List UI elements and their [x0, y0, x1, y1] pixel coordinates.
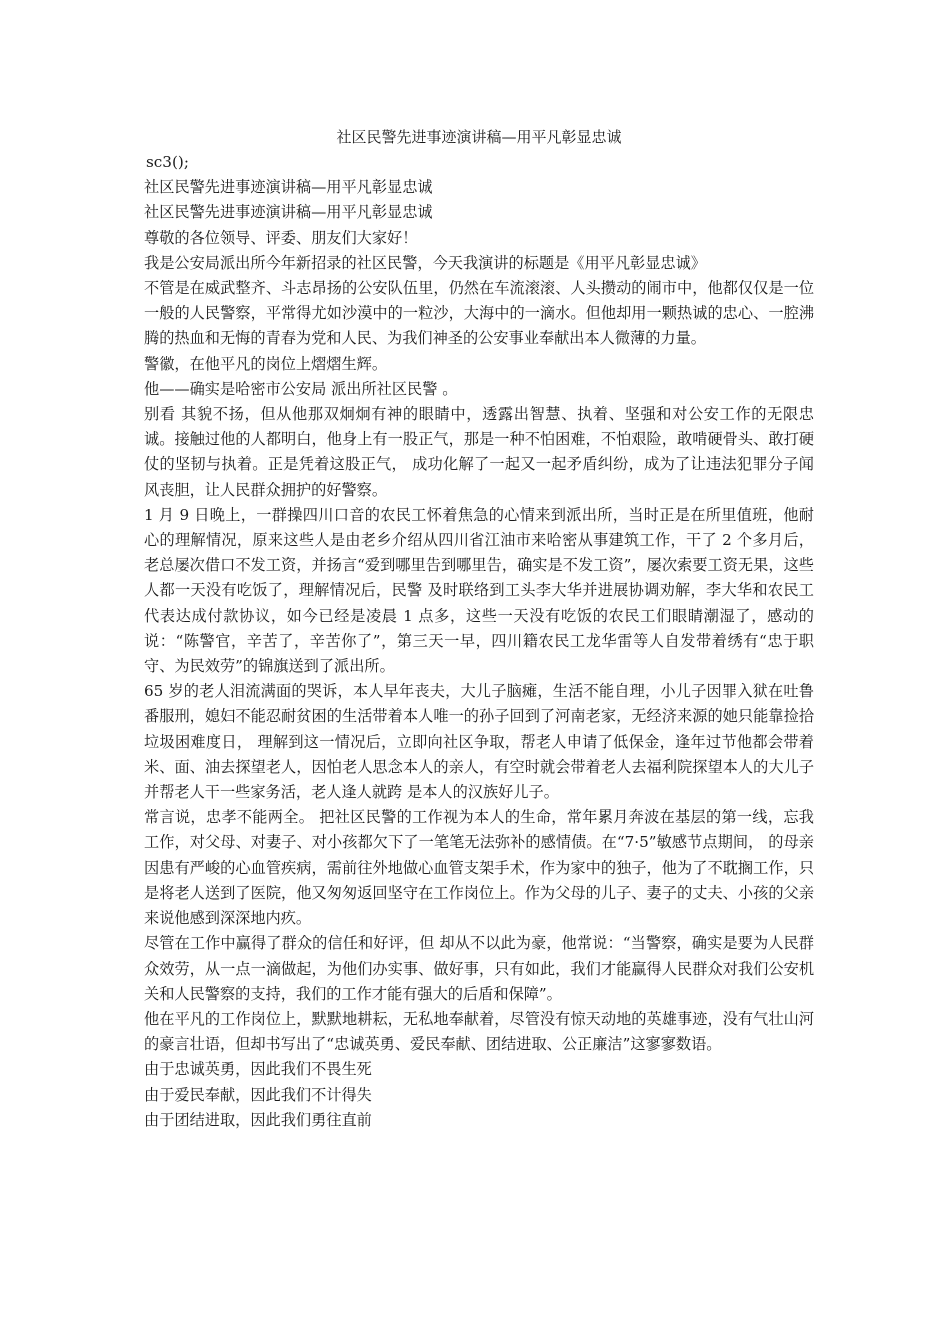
body-paragraph: 他在平凡的工作岗位上，默默地耕耘，无私地奉献着，尽管没有惊天动地的英雄事迹，没有气壮山河的豪言壮语，但却书写出了“忠诚英勇、爱民奉献、团结进取、公正廉洁”这寥寥数语。: [144, 1009, 814, 1054]
greeting: 尊敬的各位领导、评委、朋友们大家好！: [144, 228, 418, 247]
code-snippet: sc3();: [146, 153, 189, 171]
closing-line: 由于爱民奉献，因此我们不计得失: [144, 1085, 372, 1104]
body-paragraph: 警徽，在他平凡的岗位上熠熠生辉。: [144, 354, 387, 373]
body-paragraph: 别看 其貌不扬，但从他那双炯炯有神的眼睛中，透露出智慧、执着、坚强和对公安工作的无限忠诚。接触过他的人都明白，他身上有一股正气，那是一种不怕困难，不怕艰险，敢啃硬骨头、敢打硬仗的坚韧与执着。正是凭着这股正气， 成功化解了一起又一起矛盾纠纷，成为了让违法犯罪分子闻风丧胆，让人民群众拥护的好警察。: [144, 405, 814, 499]
body-paragraph: 65 岁的老人泪流满面的哭诉，本人早年丧夫，大儿子脑瘫，生活不能自理，小儿子因罪入狱在吐鲁番服刑，媳妇不能忍耐贫困的生活带着本人唯一的孙子回到了河南老家，无经济来源的她只能靠捡拾垃圾困难度日， 理解到这一情况后，立即向社区争取，帮老人申请了低保金，逢年过节他都会带着米、面、油去探望老人，因怕老人思念本人的亲人，有空时就会带着老人去福利院探望本人的大儿子并帮老人干一些家务活，老人逢人就跨 是本人的汉族好儿子。: [144, 682, 814, 802]
repeated-title-1: 社区民警先进事迹演讲稿—用平凡彰显忠诚: [144, 178, 433, 197]
body-paragraph: 尽管在工作中赢得了群众的信任和好评，但 却从不以此为豪，他常说：“当警察，确实是要为人民群众效劳，从一点一滴做起，为他们办实事、做好事，只有如此，我们才能赢得人民群众对我们公安机关和人民警察的支持，我们的工作才能有强大的后盾和保障”。: [144, 934, 814, 1003]
body-paragraph: 他——确实是哈密市公安局 派出所社区民警 。: [144, 379, 458, 398]
body-paragraph: 不管是在威武整齐、斗志昂扬的公安队伍里，仍然在车流滚滚、人头攒动的闹市中，他都仅仅是一位一般的人民警察，平常得尤如沙漠中的一粒沙，大海中的一滴水。但他却用一颗热诚的忠心、一腔沸腾的热血和无悔的青春为党和人民、为我们神圣的公安事业奉献出本人微薄的力量。: [144, 279, 814, 348]
intro-paragraph: 我是公安局派出所今年新招录的社区民警，今天我演讲的标题是《用平凡彰显忠诚》: [144, 253, 706, 272]
body-paragraph: 1 月 9 日晚上，一群操四川口音的农民工怀着焦急的心情来到派出所，当时正是在所里值班，他耐心的理解情况，原来这些人是由老乡介绍从四川省江油市来哈密从事建筑工作，干了 2 个多月后，老总屡次借口不发工资，并扬言“爱到哪里告到哪里告，确实是不发工资”，屡次索要工资无果，这些人都一天没有吃饭了，理解情况后，民警 及时联络到工头李大华并进展协调劝解，李大华和农民工代表达成付款协议，如今已经是凌晨 1 点多，这些一天没有吃饭的农民工们眼睛潮湿了，感动的说：“陈警官，辛苦了，辛苦你了”，第三天一早，四川籍农民工龙华雷等人自发带着绣有“忠于职守、为民效劳”的锦旗送到了派出所。: [144, 505, 814, 676]
repeated-title-2: 社区民警先进事迹演讲稿—用平凡彰显忠诚: [144, 203, 433, 222]
document-page: [144, 126, 814, 1133]
closing-line: 由于团结进取，因此我们勇往直前: [144, 1110, 372, 1129]
body-paragraph: 常言说，忠孝不能两全。 把社区民警的工作视为本人的生命，常年累月奔波在基层的第一线，忘我工作，对父母、对妻子、对小孩都欠下了一笔笔无法弥补的感情债。在“7·5”敏感节点期间， 的母亲因患有严峻的心血管疾病，需前往外地做心血管支架手术，作为家中的独子，他为了不耽搁工作，只是将老人送到了医院，他又匆匆返回坚守在工作岗位上。作为父母的儿子、妻子的丈夫、小孩的父亲来说他感到深深地内疚。: [144, 808, 814, 928]
closing-line: 由于忠诚英勇，因此我们不畏生死: [144, 1060, 372, 1079]
document-title: 社区民警先进事迹演讲稿—用平凡彰显忠诚: [336, 128, 622, 146]
